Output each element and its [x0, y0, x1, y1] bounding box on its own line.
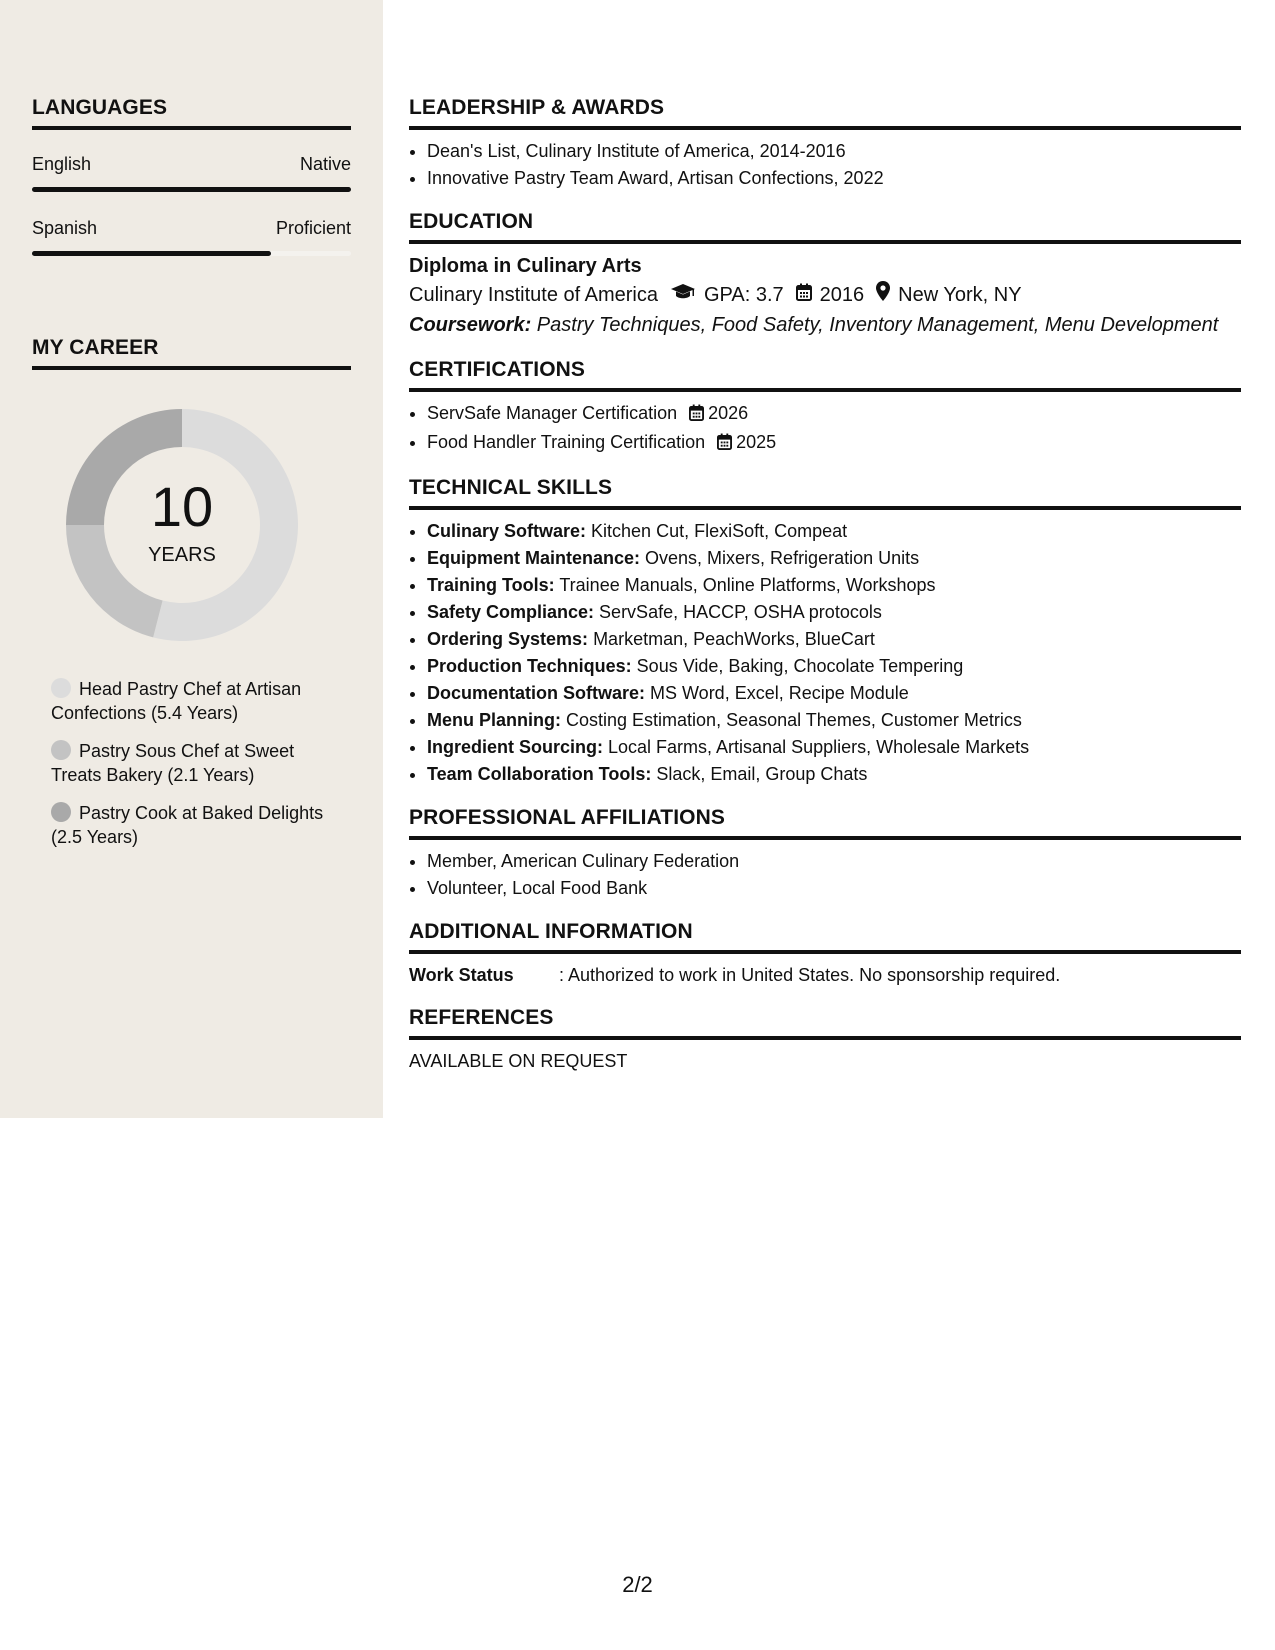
education-school: Culinary Institute of America [409, 284, 658, 306]
skill-item [427, 545, 1241, 572]
skill-label: Training Tools: [427, 575, 555, 595]
affiliations-list [409, 848, 1241, 902]
work-status-value: : Authorized to work in United States. No sponsorship required. [559, 965, 1061, 985]
legend-dot [51, 802, 71, 822]
certifications-list [409, 400, 1241, 458]
language-level: Proficient [275, 218, 351, 238]
leadership-list [409, 138, 1241, 192]
calendar-icon [689, 402, 704, 429]
skill-item [427, 734, 1241, 761]
certification-name: ServSafe Manager Certification [427, 403, 678, 423]
skill-value: Local Farms, Artisanal Suppliers, Wholesale Markets [603, 737, 1030, 757]
language-name: Spanish [32, 218, 98, 238]
references-title: REFERENCES [409, 1006, 1241, 1040]
career-entry-text: Pastry Cook at Baked Delights (2.5 Years) [51, 803, 324, 847]
language-bar [32, 187, 351, 192]
donut-center [66, 409, 298, 641]
graduation-cap-icon [670, 280, 696, 310]
skill-value: MS Word, Excel, Recipe Module [645, 683, 909, 703]
leadership-title: LEADERSHIP & AWARDS [409, 96, 1241, 130]
skills-list [409, 518, 1241, 788]
skill-value: Kitchen Cut, FlexiSoft, Compeat [586, 521, 848, 541]
career-donut-chart [66, 409, 298, 641]
career-total-unit: YEARS [148, 544, 216, 566]
skill-item [427, 626, 1241, 653]
affiliations-title: PROFESSIONAL AFFILIATIONS [409, 806, 1241, 840]
skill-item [427, 680, 1241, 707]
career-entry-text: Head Pastry Chef at Artisan Confections (5.4 Years) [51, 679, 302, 723]
calendar-icon [796, 280, 812, 310]
skill-value: Trainee Manuals, Online Platforms, Workshops [554, 575, 936, 595]
additional-info-title: ADDITIONAL INFORMATION [409, 920, 1241, 954]
affiliation-item: • Member, American Culinary Federation [427, 848, 1241, 875]
map-pin-icon [876, 280, 890, 310]
leadership-item: • Innovative Pastry Team Award, Artisan Confections, 2022 [427, 165, 1241, 192]
skill-label: Equipment Maintenance: [427, 548, 641, 568]
page-number: 2/2 [622, 1572, 653, 1597]
certification-item [427, 429, 1241, 458]
skill-label: Ordering Systems: [427, 629, 589, 649]
affiliation-item: • Volunteer, Local Food Bank [427, 875, 1241, 902]
certifications-title: CERTIFICATIONS [409, 358, 1241, 392]
education-coursework [409, 310, 1241, 340]
sidebar [0, 0, 383, 1118]
career-title: MY CAREER [32, 336, 351, 370]
certification-item [427, 400, 1241, 429]
main-content [409, 96, 1241, 1092]
skills-title: TECHNICAL SKILLS [409, 476, 1241, 510]
education-details [409, 280, 1241, 310]
certification-name: Food Handler Training Certification [427, 432, 706, 452]
career-entry-text: Pastry Sous Chef at Sweet Treats Bakery (2.1 Years) [51, 741, 295, 785]
leadership-section [409, 96, 1241, 192]
skill-item [427, 518, 1241, 545]
language-item [32, 218, 351, 256]
education-year: 2016 [819, 284, 865, 306]
career-legend [51, 677, 331, 849]
skill-label: Menu Planning: [427, 710, 561, 730]
certification-year: 2025 [736, 432, 777, 452]
career-legend-item [51, 677, 331, 725]
skill-item [427, 599, 1241, 626]
coursework-label: Coursework: [409, 314, 532, 336]
skills-section [409, 476, 1241, 788]
skill-label: Documentation Software: [427, 683, 646, 703]
skill-label: Production Techniques: [427, 656, 632, 676]
education-gpa: GPA: 3.7 [704, 284, 784, 306]
skill-item [427, 572, 1241, 599]
skill-value: Costing Estimation, Seasonal Themes, Customer Metrics [561, 710, 1022, 730]
work-status-row [409, 962, 1241, 988]
career-total-years: 10 [150, 475, 214, 538]
language-item [32, 154, 351, 192]
certification-year: 2026 [708, 403, 749, 423]
skill-item [427, 707, 1241, 734]
language-bar-fill [32, 251, 271, 256]
skill-item [427, 653, 1241, 680]
references-section [409, 1006, 1241, 1074]
skill-value: ServSafe, HACCP, OSHA protocols [594, 602, 882, 622]
language-bar [32, 251, 351, 256]
additional-info-section [409, 920, 1241, 988]
career-legend-item [51, 801, 331, 849]
language-name: English [32, 154, 92, 174]
language-bar-fill [32, 187, 351, 192]
references-text: AVAILABLE ON REQUEST [409, 1051, 628, 1071]
skill-label: Culinary Software: [427, 521, 587, 541]
education-degree: Diploma in Culinary Arts [409, 255, 642, 277]
skill-value: Slack, Email, Group Chats [651, 764, 868, 784]
leadership-item: • Dean's List, Culinary Institute of America, 2014-2016 [427, 138, 1241, 165]
legend-dot [51, 678, 71, 698]
skill-value: Ovens, Mixers, Refrigeration Units [640, 548, 920, 568]
skill-label: Team Collaboration Tools: [427, 764, 652, 784]
skill-value: Sous Vide, Baking, Chocolate Tempering [631, 656, 964, 676]
education-section [409, 210, 1241, 340]
education-title: EDUCATION [409, 210, 1241, 244]
legend-dot [51, 740, 71, 760]
career-legend-item [51, 739, 331, 787]
work-status-label: Work Status [409, 965, 514, 985]
skill-label: Safety Compliance: [427, 602, 595, 622]
languages-title: LANGUAGES [32, 96, 351, 130]
certifications-section [409, 358, 1241, 458]
coursework-text: Pastry Techniques, Food Safety, Inventory Management, Menu Development [531, 314, 1219, 336]
affiliations-section [409, 806, 1241, 902]
calendar-icon [717, 431, 732, 458]
skill-label: Ingredient Sourcing: [427, 737, 604, 757]
skill-value: Marketman, PeachWorks, BlueCart [588, 629, 875, 649]
language-level: Native [299, 154, 351, 174]
sidebar-content [32, 96, 351, 863]
education-location: New York, NY [898, 284, 1022, 306]
skill-item [427, 761, 1241, 788]
